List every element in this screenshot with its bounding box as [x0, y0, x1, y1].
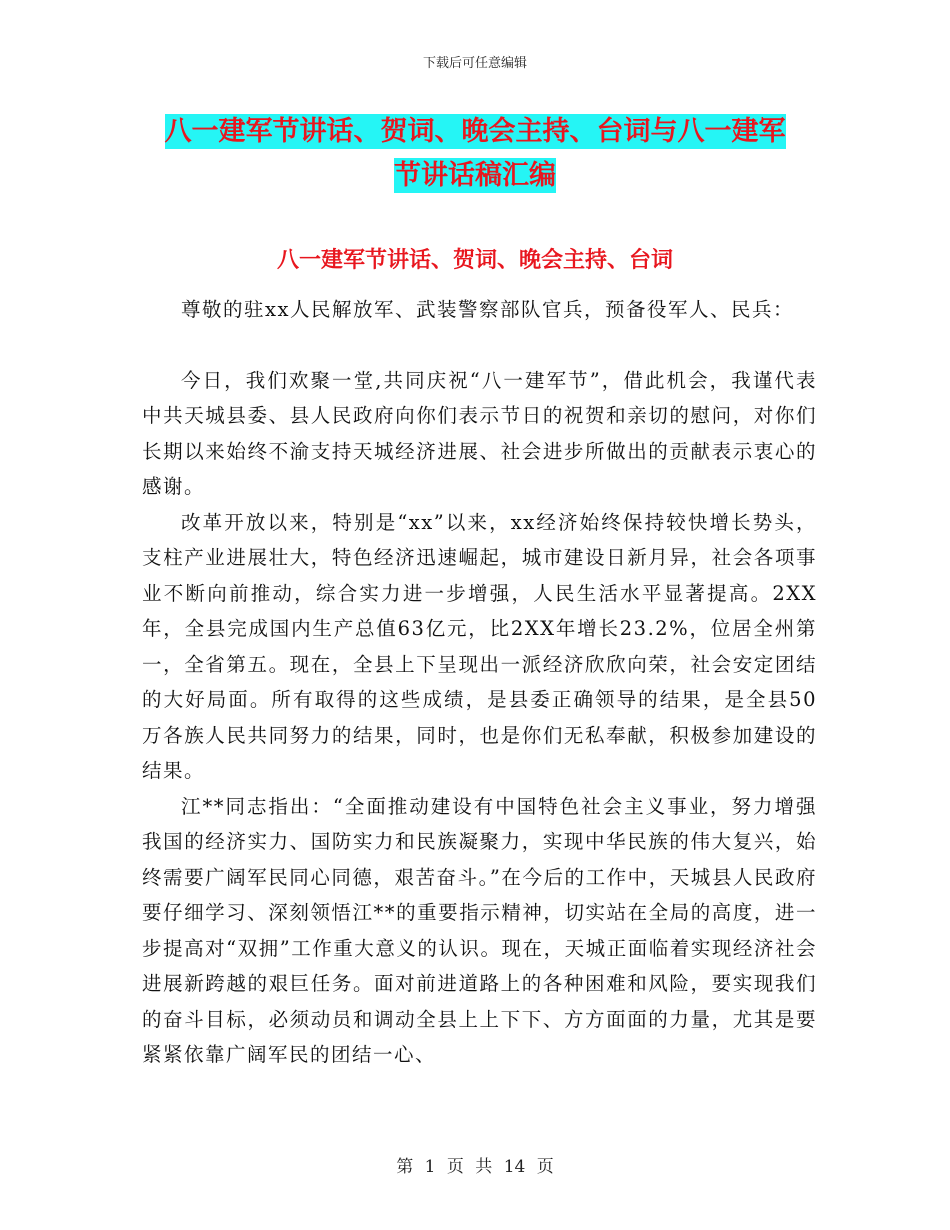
paragraph: 今日，我们欢聚一堂,共同庆祝“八一建军节”，借此机会，我谨代表中共天城县委、县人民政府向你们表示节日的祝贺和亲切的慰问，对你们长期以来始终不渝支持天城经济进展、社会进步所做出的贡献表示衷心的感谢。	[142, 368, 817, 498]
main-title-line-2: 节讲话稿汇编	[394, 160, 556, 191]
body-text	[142, 292, 817, 1073]
header-note: 下载后可任意编辑	[422, 56, 527, 71]
main-title	[0, 110, 950, 198]
section-title: 八一建军节讲话、贺词、晚会主持、台词	[276, 247, 673, 273]
page-footer: 第 1 页 共 14 页	[396, 1157, 554, 1177]
salutation: 尊敬的驻xx人民解放军、武装警察部队官兵，预备役军人、民兵：	[181, 298, 794, 321]
paragraph: 改革开放以来，特别是“xx”以来，xx经济始终保持较快增长势头，支柱产业进展壮大，特色经济迅速崛起，城市建设日新月异，社会各项事业不断向前推动，综合实力进一步增强，人民生活水平显著提高。2XX年，全县完成国内生产总值63亿元，比2XX年增长23.2%，位居全州第一，全省第五。现在，全县上下呈现出一派经济欣欣向荣，社会安定团结的大好局面。所有取得的这些成绩，是县委正确领导的结果，是全县50万各族人民共同努力的结果，同时，也是你们无私奉献，积极参加建设的结果。	[142, 510, 817, 782]
paragraph: 江**同志指出：“全面推动建设有中国特色社会主义事业，努力增强我国的经济实力、国防实力和民族凝聚力，实现中华民族的伟大复兴，始终需要广阔军民同心同德，艰苦奋斗。”在今后的工作中，天城县人民政府要仔细学习、深刻领悟江**的重要指示精神，切实站在全局的高度，进一步提高对“双拥”工作重大意义的认识。现在，天城正面临着实现经济社会进展新跨越的艰巨任务。面对前进道路上的各种困难和风险，要实现我们的奋斗目标，必须动员和调动全县上上下下、方方面面的力量，尤其是要紧紧依靠广阔军民的团结一心、	[142, 794, 817, 1066]
main-title-line-1: 八一建军节讲话、贺词、晚会主持、台词与八一建军	[164, 116, 786, 147]
